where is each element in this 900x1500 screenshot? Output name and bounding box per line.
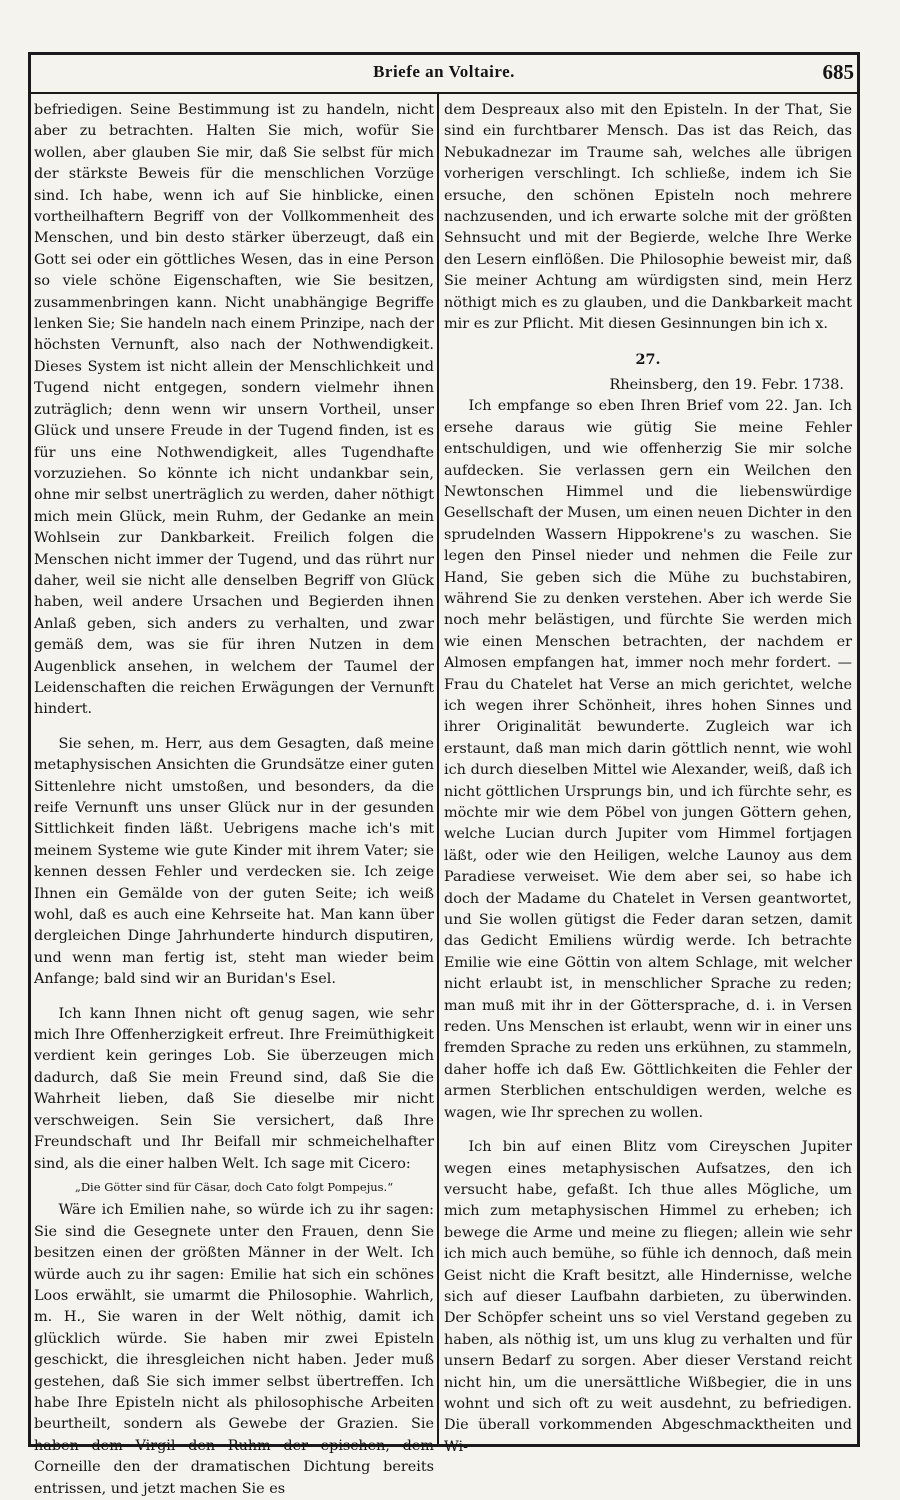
paragraph: dem Despreaux also mit den Episteln. In der That, Sie sind ein furchtbarer Mensch. Das ist das Reich, das Nebukadnezar im Traume sah, welches alle übrigen vorherigen verschlingt. Ich schließe, indem ich Sie ersuche, den schönen Episteln noch mehrere nachzusenden, und ich erwarte solche mit der größten Sehnsucht und mit der Begierde, welche Ihre Werke den Lesern einflößen. Die Philosophie beweist mir, daß Sie meiner Achtung am würdigsten sind, mein Herz nöthigt mich es zu glauben, und die Dankbarkeit macht mir es zur Pflicht. Mit diesen Gesinnungen bin ich x. [444, 102, 852, 333]
cicero-quote: „Die Götter sind für Cäsar, doch Cato folgt Pompejus.“ [74, 1179, 394, 1194]
paragraph: Ich kann Ihnen nicht oft genug sagen, wie sehr mich Ihre Offenherzigkeit erfreut. Ihre Freimüthigkeit verdient kein geringes Lob. Sie überzeugen mich dadurch, daß Sie mein Freund sind, daß Sie die Wahrheit lieben, daß Sie dieselbe mir nicht verschweigen. Sein Sie versichert, daß Ihre Freundschaft und Ihr Beifall mir schmeichelhafter sind, als die einer halben Welt. Ich sage mit Cicero: [34, 1005, 434, 1172]
page-number: 685 [822, 60, 854, 84]
paragraph: Ich bin auf einen Blitz vom Cireyschen Jupiter wegen eines metaphysischen Aufsatzes, den ich versucht habe, gefaßt. Ich thue alles Mögliche, um mich zum metaphysischen Himmel zu erheben; ich bewege die Arme und meine zu fliegen; allein wie sehr ich mich auch bemühe, so fühle ich dennoch, daß mein Geist nicht die Kraft besitzt, alle Hindernisse, welche sich auf dieser Laufbahn darbieten, zu überwinden. Der Schöpfer scheint uns so viel Verstand gegeben zu haben, als nöthig ist, um uns klug zu verhalten und für unsern Bedarf zu sorgen. Aber dieser Verstand reicht nicht hin, um die unersättliche Wißbegier, die in uns wohnt und sich oft zu weit ausdehnt, zu befriedigen. Die überall vorkommenden Abgeschmacktheiten und Wi- [444, 1139, 852, 1455]
page-header [28, 52, 860, 94]
paragraph: Sie sehen, m. Herr, aus dem Gesagten, daß meine metaphysischen Ansichten die Grundsätze einer guten Sittenlehre nicht umstoßen, und besonders, da die reife Vernunft uns unser Glück nur in der gesunden Sittlichkeit finden läßt. Uebrigens mache ich's mit meinem Systeme wie gute Kinder mit ihrem Vater; sie kennen dessen Fehler und verdecken sie. Ich zeige Ihnen ein Gemälde von der guten Seite; ich weiß wohl, daß es auch eine Kehrseite hat. Man kann über dergleichen Dinge Jahrhunderte hindurch disputiren, und wenn man fertig ist, steht man wieder beim Anfange; bald sind wir an Buridan's Esel. [34, 735, 434, 988]
running-title: Briefe an Voltaire. [373, 62, 515, 81]
letter-number: 27. [635, 351, 661, 369]
letter-dateline: Rheinsberg, den 19. Febr. 1738. [609, 376, 844, 393]
right-column [444, 100, 852, 1455]
left-column [34, 100, 434, 1497]
column-divider [437, 94, 439, 1447]
text-columns [28, 94, 860, 1497]
paragraph: Wäre ich Emilien nahe, so würde ich zu ihr sagen: Sie sind die Gesegnete unter den Frauen, denn Sie besitzen einen der größten Männer in der Welt. Ich würde auch zu ihr sagen: Emilie hat sich ein schönes Loos erwählt, sie umarmt die Philosophie. Wahrlich, m. H., Sie waren in der Welt nöthig, damit ich glücklich würde. Sie haben mir zwei Episteln geschickt, die ihresgleichen nicht haben. Jeder muß gestehen, daß Sie sich immer selbst übertreffen. Ich habe Ihre Episteln nicht als philosophische Arbeiten beurtheilt, sondern als Gewebe der Grazien. Sie haben dem Virgil den Ruhm der epischen, dem Corneille den der dramatischen Dichtung bereits entrissen, und jetzt machen Sie es [34, 1202, 434, 1497]
paragraph: befriedigen. Seine Bestimmung ist zu handeln, nicht aber zu betrachten. Halten Sie mich, wofür Sie wollen, aber glauben Sie mir, daß Sie selbst für mich der stärkste Beweis für die menschlichen Vorzüge sind. Ich habe, wenn ich auf Sie hinblicke, einen vortheilhaftern Begriff von der Vollkommenheit des Menschen, und bin desto stärker überzeugt, daß ein Gott sei oder ein göttliches Wesen, das in eine Person so viele schöne Eigenschaften, wie Sie besitzen, zusammenbringen kann. Nicht unabhängige Begriffe lenken Sie; Sie handeln nach einem Prinzipe, nach der höchsten Vernunft, also nach der Nothwendigkeit. Dieses System ist nicht allein der Menschlichkeit und Tugend nicht entgegen, sondern vielmehr ihnen zuträglich; denn wenn wir unsern Vortheil, unser Glück und unsere Freude in der Tugend finden, ist es für uns eine Nothwendigkeit, alles Tugendhafte vorzuziehen. So könnte ich nicht undankbar sein, ohne mir selbst unerträglich zu werden, daher nöthigt mich mein Glück, mein Ruhm, der Gedanke an mein Wohlsein zur Dankbarkeit. Freilich folgen die Menschen nicht immer der Tugend, und das rührt nur daher, weil sie nicht alle denselben Begriff von Glück haben, weil andere Ursachen und Begierden ihnen Anlaß geben, sich anders zu verhalten, und zwar gemäß dem, was sie für ihren Nutzen in dem Augenblick ansehen, in welchem der Taumel der Leidenschaften die reichen Erwägungen der Vernunft hindert. [34, 102, 434, 718]
paragraph: Ich empfange so eben Ihren Brief vom 22. Jan. Ich ersehe daraus wie gütig Sie meine Fehler entschuldigen, und wie offenherzig Sie mir solche aufdecken. Sie verlassen gern ein Weilchen den Newtonschen Himmel und die liebenswürdige Gesellschaft der Musen, um einen neuen Dichter in den sprudelnden Wassern Hippokrene's zu waschen. Sie legen den Pinsel nieder und nehmen die Feile zur Hand, Sie geben sich die Mühe zu buchstabiren, während Sie zu denken verstehen. Aber ich werde Sie noch mehr belästigen, und fürchte Sie werden mich wie einen Menschen betrachten, der nachdem er Almosen empfangen hat, immer noch mehr fordert. — Frau du Chatelet hat Verse an mich gerichtet, welche ich wegen ihrer Schönheit, ihres hohen Sinnes und ihrer Originalität bewunderte. Zugleich war ich erstaunt, daß man mich darin göttlich nennt, wie wohl ich durch dieselben Mittel wie Alexander, weiß, daß ich nicht göttlichen Ursprungs bin, und ich fürchte sehr, es möchte mir wie dem Pöbel von jungen Göttern gehen, welche Lucian durch Jupiter vom Himmel fortjagen läßt, oder wie den Heiligen, welche Launoy aus dem Paradiese verweiset. Wie dem aber sei, so habe ich doch der Madame du Chatelet in Versen geantwortet, und Sie wollen gütigst die Feder daran setzen, damit das Gedicht Emiliens würdig werde. Ich betrachte Emilie wie eine Göttin von altem Schlage, mit welcher nicht erlaubt ist, in menschlicher Sprache zu reden; man muß mit ihr in der Göttersprache, d. i. in Versen reden. Uns Menschen ist erlaubt, wenn wir in einer uns fremden Sprache zu reden uns erkühnen, zu stammeln, daher hoffe ich daß Ew. Göttlichkeiten die Fehler der armen Sterblichen entschuldigen werden, welche es wagen, wie Ihr sprechen zu wollen. [444, 398, 852, 1121]
